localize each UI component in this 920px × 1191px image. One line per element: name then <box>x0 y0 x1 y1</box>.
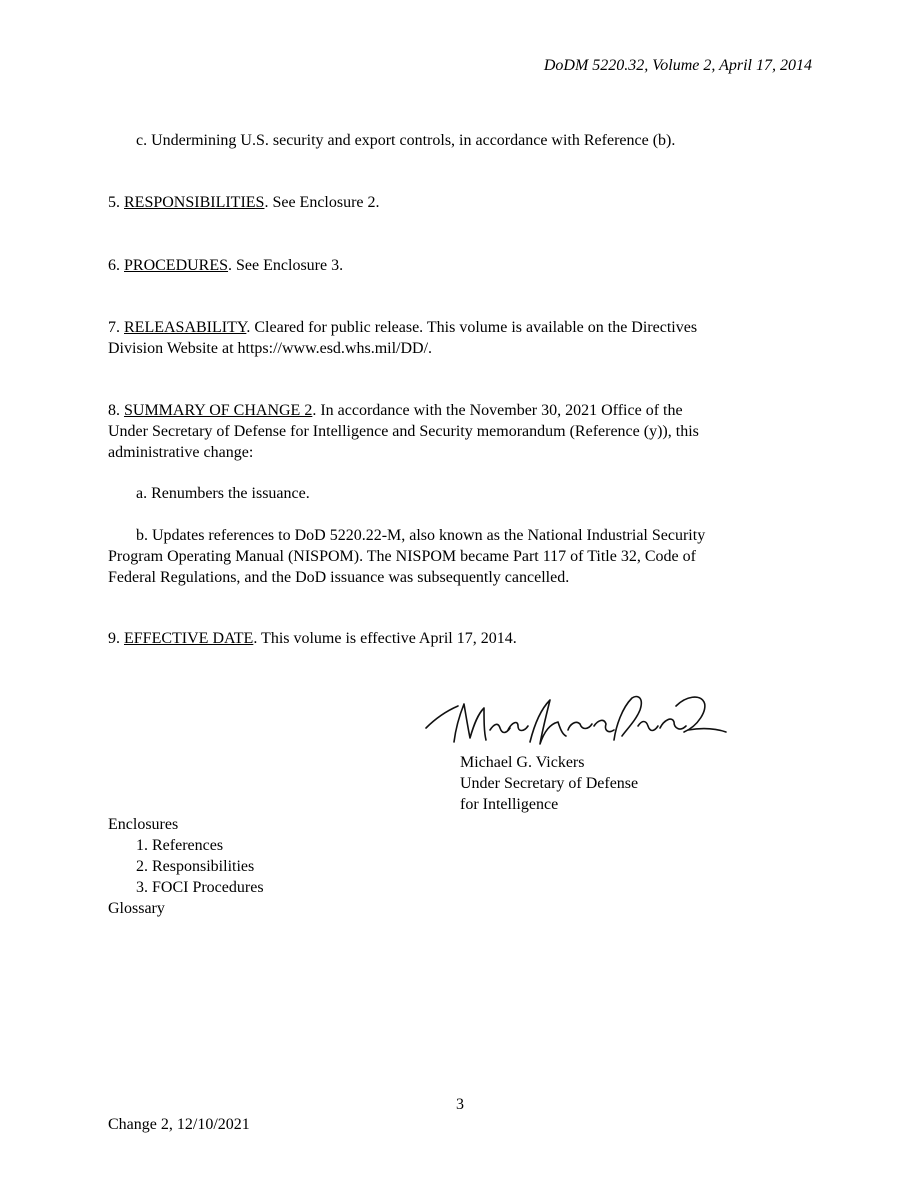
section-5-responsibilities <box>108 192 808 213</box>
section-7-line-2: Division Website at https://www.esd.whs.mil/DD/. <box>108 340 433 357</box>
signature-block <box>460 752 638 815</box>
section-8-item-a <box>108 483 808 504</box>
section-9-text: . This volume is effective April 17, 2014. <box>253 630 517 647</box>
section-5-text: . See Enclosure 2. <box>264 194 380 211</box>
section-6-line <box>108 255 808 276</box>
section-9-number: 9. <box>108 630 124 647</box>
section-8-item-b-line-3: Federal Regulations, and the DoD issuance was subsequently cancelled. <box>108 569 570 586</box>
section-8-item-b-line-1: b. Updates references to DoD 5220.22-M, also known as the National Industrial Security <box>136 527 706 544</box>
section-9-title: EFFECTIVE DATE <box>124 630 254 647</box>
enclosure-item: 2. Responsibilities <box>136 858 255 875</box>
signer-title-line-2: for Intelligence <box>460 796 559 813</box>
section-6-procedures <box>108 255 808 276</box>
section-7-text: . Cleared for public release. This volume is available on the Directives <box>246 319 698 336</box>
signer-name: Michael G. Vickers <box>460 754 585 771</box>
section-5-number: 5. <box>108 194 124 211</box>
section-8-summary-of-change <box>108 400 808 463</box>
signer-title-line-1: Under Secretary of Defense <box>460 775 639 792</box>
enclosure-item: 1. References <box>136 837 224 854</box>
glossary-label: Glossary <box>108 900 165 917</box>
section-8-item-b <box>108 525 808 588</box>
section-7-line-1 <box>108 317 808 338</box>
section-8-line-2: Under Secretary of Defense for Intelligence and Security memorandum (Reference (y)), this <box>108 423 699 440</box>
section-7-title: RELEASABILITY <box>124 319 247 336</box>
section-6-text: . See Enclosure 3. <box>228 257 344 274</box>
section-7-releasability <box>108 317 808 359</box>
section-9-line <box>108 628 808 649</box>
section-6-title: PROCEDURES <box>124 257 229 274</box>
section-8-line-3: administrative change: <box>108 444 254 461</box>
section-8-item-b-line-2: Program Operating Manual (NISPOM). The NISPOM became Part 117 of Title 32, Code of <box>108 548 696 565</box>
handwritten-signature <box>418 686 728 756</box>
enclosure-item: 3. FOCI Procedures <box>136 879 264 896</box>
section-8-number: 8. <box>108 402 124 419</box>
section-8-item-a-text: a. Renumbers the issuance. <box>136 485 310 502</box>
page-number: 3 <box>456 1096 464 1113</box>
section-6-number: 6. <box>108 257 124 274</box>
section-7-number: 7. <box>108 319 124 336</box>
section-9-effective-date <box>108 628 808 649</box>
running-header: DoDM 5220.32, Volume 2, April 17, 2014 <box>543 57 812 74</box>
enclosures-list <box>108 814 264 919</box>
item-c-paragraph <box>136 130 836 151</box>
item-c-text: c. Undermining U.S. security and export controls, in accordance with Reference (b). <box>136 132 676 149</box>
section-8-title: SUMMARY OF CHANGE 2 <box>124 402 313 419</box>
section-5-title: RESPONSIBILITIES <box>124 194 265 211</box>
section-8-text: . In accordance with the November 30, 2021 Office of the <box>312 402 683 419</box>
enclosures-heading: Enclosures <box>108 816 179 833</box>
section-5-line <box>108 192 808 213</box>
change-footer: Change 2, 12/10/2021 <box>108 1116 250 1133</box>
section-8-line-1 <box>108 400 808 421</box>
